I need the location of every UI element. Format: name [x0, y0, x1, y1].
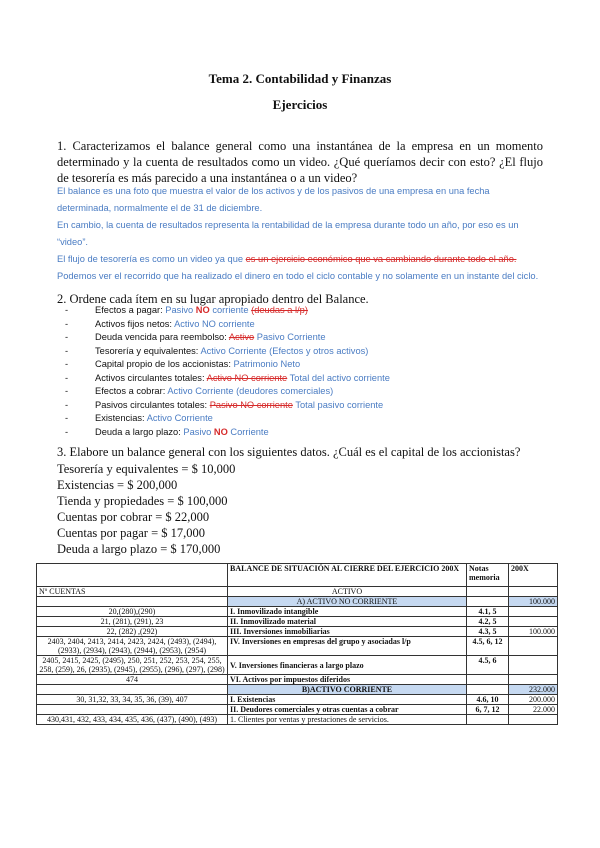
data-line: Cuentas por cobrar = $ 22,000: [57, 510, 210, 524]
table-row: 22, (282) ,(292) III. Inversiones inmobiliarias 4.3, 5 100.000: [37, 627, 558, 637]
table-row: 430,431, 432, 433, 434, 435, 436, (437), (490), (493) 1. Clientes por ventas y prestaciones de servicios.: [37, 715, 558, 725]
table-row: 21, (281), (291), 23 II. Inmovilizado material 4.2, 5: [37, 617, 558, 627]
year-header: 200X: [509, 564, 558, 587]
document-subtitle: Ejercicios: [272, 97, 328, 112]
question-2: 2. Ordene cada ítem en su lugar apropiado dentro del Balance.: [57, 292, 369, 306]
answer-1-paragraph-3: [57, 251, 543, 285]
list-item: - Activos circulantes totales: Activo NO corriente Total del activo corriente: [65, 372, 390, 383]
activo-column-header: ACTIVO: [228, 587, 467, 597]
list-item: - Activos fijos netos: Activo NO corriente: [65, 318, 255, 329]
answer-1-text-b: Podemos ver el recorrido que ha realizado el dinero en todo el ciclo contable y no solamente en un instante del ciclo.: [57, 271, 539, 281]
question-3: 3. Elabore un balance general con los siguientes datos. ¿Cuál es el capital de los accionistas?: [57, 445, 521, 459]
table-column-row: [37, 587, 558, 597]
list-item: - Capital propio de los accionistas: Patrimonio Neto: [65, 359, 301, 369]
balance-sheet-table: [36, 563, 558, 725]
data-line: Deuda a largo plazo = $ 170,000: [57, 542, 221, 556]
table-row: 474 VI. Activos por impuestos diferidos: [37, 675, 558, 685]
table-row: A) ACTIVO NO CORRIENTE 100.000: [37, 597, 558, 607]
table-row: 20,(280),(290) I. Inmovilizado intangible 4.1, 5: [37, 607, 558, 617]
answer-1-struck-text: es un ejercicio económico que va cambiando durante todo el año.: [245, 254, 517, 264]
balance-items-list: [57, 304, 543, 439]
data-line: Existencias = $ 200,000: [57, 478, 178, 492]
data-line: Cuentas por pagar = $ 17,000: [57, 526, 205, 540]
data-line: Tesorería y equivalentes = $ 10,000: [57, 462, 236, 476]
cuentas-column-header: Nº CUENTAS: [37, 587, 228, 597]
table-row: 2405, 2415, 2425, (2495), 250, 251, 252, 253, 254, 255, 258, (259), 26, (2935), (2945), (2955), (296), (297), (298) V. Inversiones financieras a largo plazo 4.5, 6: [37, 656, 558, 675]
answer-1-paragraph-2: En cambio, la cuenta de resultados representa la rentabilidad de la empresa durante todo un año, por eso es un “video”.: [57, 220, 519, 247]
document-title: Tema 2. Contabilidad y Finanzas: [208, 71, 392, 86]
answer-1-paragraph-1: El balance es una foto que muestra el valor de los activos y de los pasivos de una empresa en una fecha determinada, normalmente el de 31 de diciembre.: [57, 186, 490, 213]
table-row: II. Deudores comerciales y otras cuentas a cobrar 6, 7, 12 22.000: [37, 705, 558, 715]
notas-header: Notas memoria: [467, 564, 509, 587]
question-3-data: [57, 461, 235, 557]
table-row: 30, 31,32, 33, 34, 35, 36, (39), 407 I. Existencias 4.6, 10 200.000: [37, 695, 558, 705]
question-1: 1. Caracterizamos el balance general como una instantánea de la empresa en un momento determinado y la cuenta de resultados como un video. ¿Qué queríamos decir con esto? ¿El flujo de tesorería es más parecido a una instantánea o a un video?: [57, 139, 543, 185]
list-item: - Existencias: Activo Corriente: [65, 413, 213, 423]
table-header-row: [37, 564, 558, 587]
list-item: - Efectos a pagar: Pasivo NO corriente (deudas a l/p): [65, 305, 308, 315]
list-item: - Efectos a cobrar: Activo Corriente (deudores comerciales): [65, 386, 334, 396]
answer-1-text-a: El flujo de tesorería es como un video ya que: [57, 254, 246, 264]
data-line: Tienda y propiedades = $ 100,000: [57, 494, 228, 508]
table-title: BALANCE DE SITUACIÓN AL CIERRE DEL EJERCICIO 200X: [228, 564, 467, 587]
table-row: B)ACTIVO CORRIENTE 232.000: [37, 685, 558, 695]
list-item: - Tesorería y equivalentes: Activo Corriente (Efectos y otros activos): [65, 345, 369, 356]
list-item: - Pasivos circulantes totales: Pasivo NO corriente Total pasivo corriente: [65, 399, 384, 410]
table-row: 2403, 2404, 2413, 2414, 2423, 2424, (2493), (2494), (2933), (2934), (2943), (2944), (2953), (2954) IV. Inversiones en empresas del grupo y asociadas l/p 4.5, 6, 12: [37, 637, 558, 656]
list-item: - Deuda a largo plazo: Pasivo NO Corriente: [65, 426, 269, 437]
list-item: - Deuda vencida para reembolso: Activo Pasivo Corriente: [65, 332, 326, 342]
